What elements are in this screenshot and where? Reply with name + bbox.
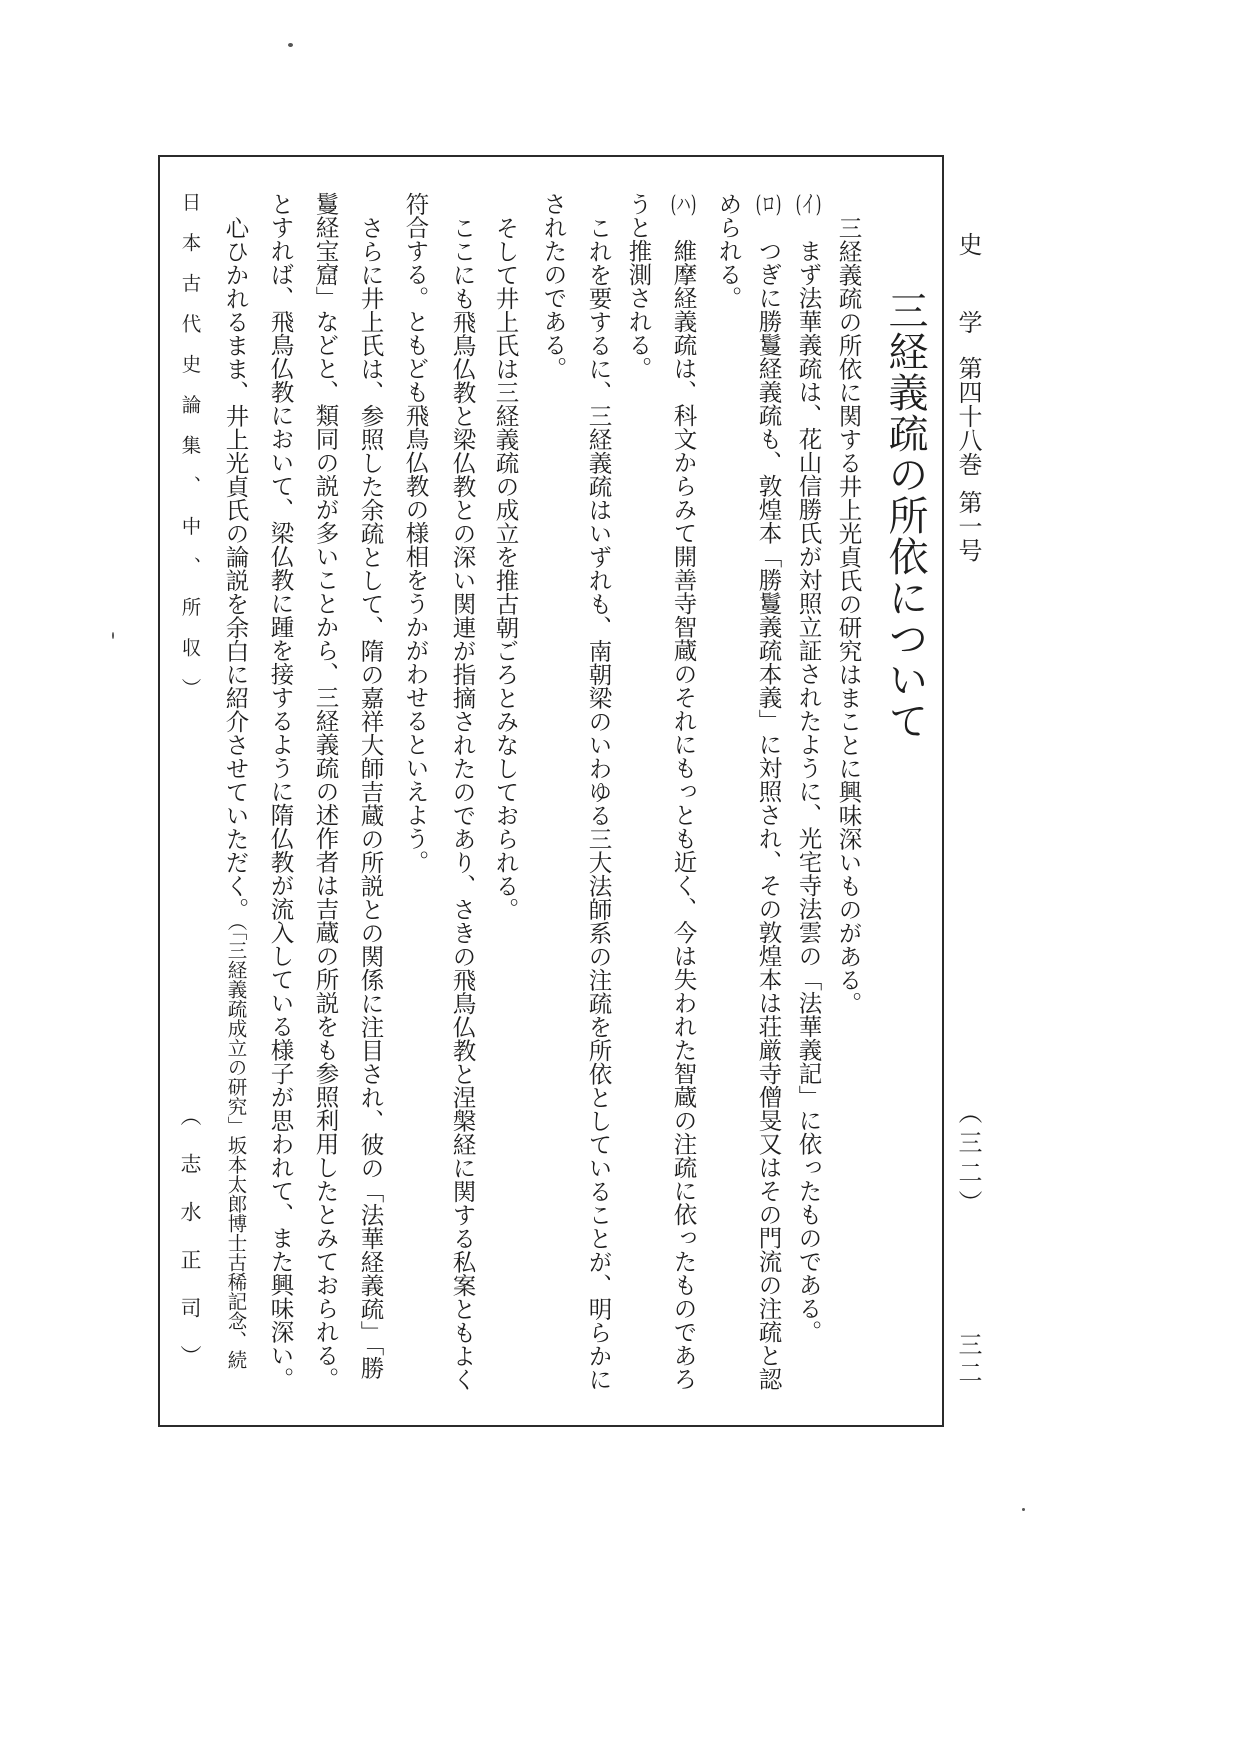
author-signature: （志水正司） bbox=[178, 1105, 202, 1393]
paragraph-line: ここにも飛鳥仏教と梁仏教との深い関連が指摘されたのであり、さきの飛鳥仏教と涅槃経に関する私案ともよく bbox=[448, 215, 477, 1391]
list-item-continuation: められる。 bbox=[714, 192, 743, 310]
list-item-label: (ロ) bbox=[755, 192, 782, 216]
closing-text: 心ひかれるまま、井上光貞氏の論説を余白に紹介させていただく。 bbox=[221, 215, 250, 921]
list-item-text: つぎに勝鬘経義疏も、敦煌本「勝鬘義疏本義」に対照され、その敦煌本は荘厳寺僧旻又はその門流の注疏と認 bbox=[754, 239, 783, 1391]
closing-line bbox=[221, 192, 250, 1369]
scan-speck bbox=[1022, 1508, 1025, 1511]
intro-line: 三経義疏の所依に関する井上光貞氏の研究はまことに興味深いものがある。 bbox=[834, 215, 863, 1015]
list-item-i bbox=[794, 192, 823, 1344]
page-number: 三二 bbox=[954, 1332, 982, 1388]
paragraph-line: されたのである。 bbox=[539, 192, 568, 380]
journal-name: 史学 bbox=[954, 232, 982, 388]
scan-speck bbox=[288, 43, 293, 47]
list-item-continuation: うと推測される。 bbox=[624, 192, 653, 380]
list-item-text: まず法華義疏は、花山信勝氏が対照立証されたように、光宅寺法雲の「法華義記」に依ったものである。 bbox=[794, 239, 823, 1344]
page-number-total: （三二） bbox=[954, 1100, 982, 1220]
list-item-label: (イ) bbox=[795, 192, 822, 216]
paragraph-line: さらに井上氏は、参照した余疏として、隋の嘉祥大師吉蔵の所説との関係に注目され、彼の「法華経義疏」「勝 bbox=[356, 215, 385, 1379]
paragraph-line: とすれば、飛鳥仏教において、梁仏教に踵を接するように隋仏教が流入している様子が思われて、また興味深い。 bbox=[266, 192, 295, 1391]
citation-line: 日本古代史論集、中、所収） bbox=[178, 192, 202, 719]
volume-number: 第四十八巻 bbox=[954, 356, 982, 476]
list-item-text: 維摩経義疏は、科文からみて開善寺智蔵のそれにもっとも近く、今は失われた智蔵の注疏に依ったものであろ bbox=[669, 239, 698, 1391]
paragraph-line: 鬘経宝窟」などと、類同の説が多いことから、三経義疏の述作者は吉蔵の所説をも参照利用したとみておられる。 bbox=[311, 192, 340, 1391]
article-title: 三経義疏の所依について bbox=[882, 290, 928, 741]
paragraph-line: 符合する。ともども飛鳥仏教の様相をうかがわせるといえよう。 bbox=[401, 192, 430, 874]
paragraph-line: これを要するに、三経義疏はいずれも、南朝梁のいわゆる三大法師系の注疏を所依としていることが、明らかに bbox=[584, 215, 613, 1391]
list-item-label: (ハ) bbox=[670, 192, 697, 216]
citation-line: （「三経義疏成立の研究」坂本太郎博士古稀記念、続 bbox=[224, 920, 248, 1369]
scan-speck bbox=[112, 632, 114, 639]
list-item-ro bbox=[754, 192, 783, 1391]
paragraph-line: そして井上氏は三経義疏の成立を推古朝ごろとみなしておられる。 bbox=[491, 215, 520, 921]
issue-number: 第一号 bbox=[954, 490, 982, 562]
list-item-ha bbox=[669, 192, 698, 1391]
